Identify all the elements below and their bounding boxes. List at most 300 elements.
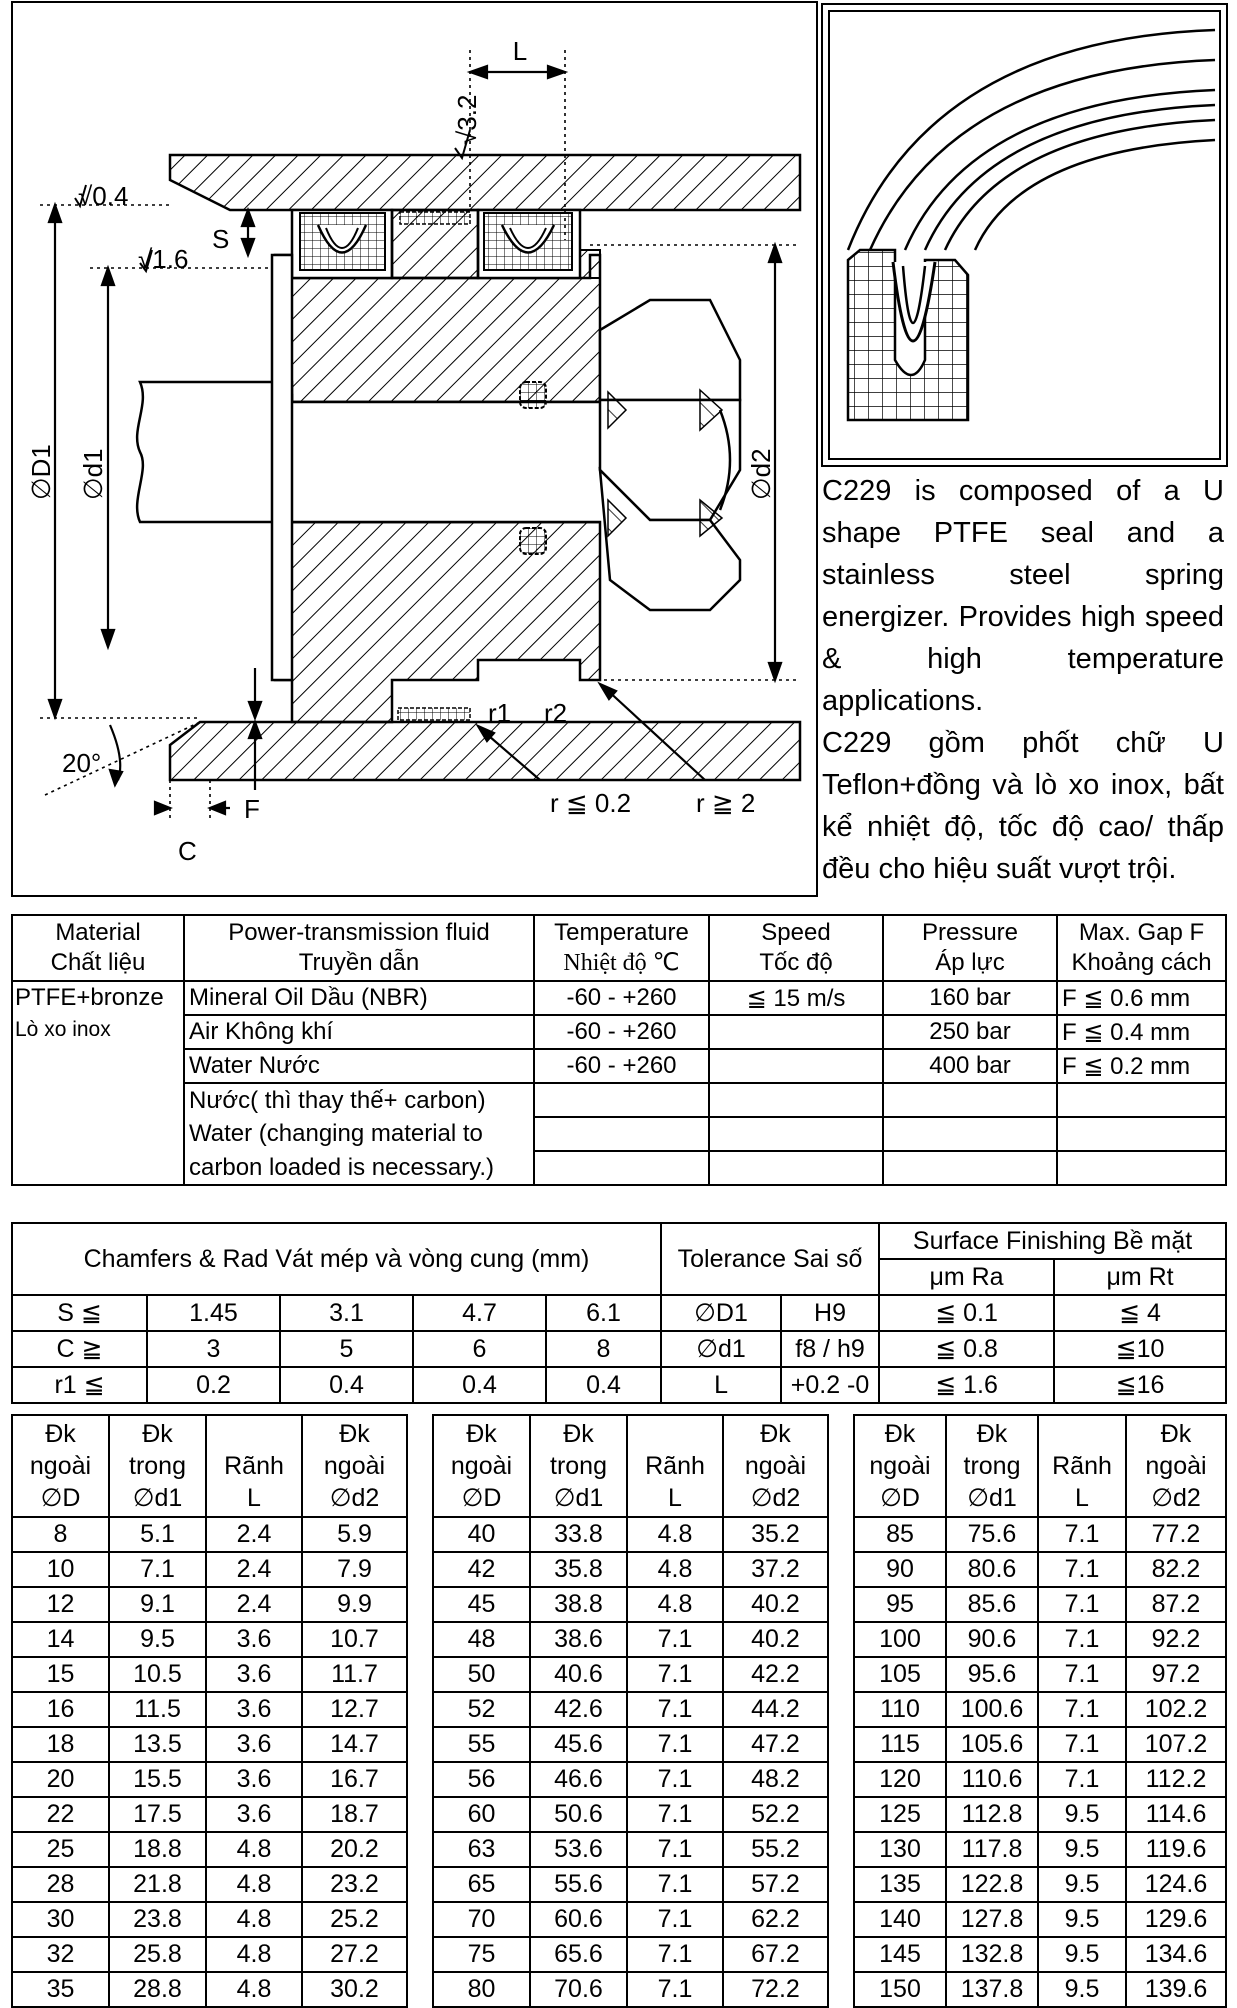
label-r2: r2 <box>544 698 568 728</box>
size-cell: 11.5 <box>109 1692 206 1727</box>
label-r-le: r ≦ 0.2 <box>550 788 632 818</box>
table-row <box>12 1622 407 1657</box>
table-cell: Mineral Oil Dầu (NBR) <box>184 981 534 1015</box>
size-cell: 7.1 <box>1038 1692 1126 1727</box>
size-cell: 92.2 <box>1126 1622 1226 1657</box>
rt-header: μm Rt <box>1054 1259 1226 1295</box>
size-cell: 127.8 <box>946 1902 1038 1937</box>
size-cell: 80.6 <box>946 1552 1038 1587</box>
header-gap: Max. Gap F Khoảng cách <box>1057 915 1226 981</box>
piston-body-lower <box>275 522 600 722</box>
u-seal-right <box>484 213 572 270</box>
size-cell: 33.8 <box>530 1517 627 1552</box>
size-cell: 65.6 <box>530 1937 627 1972</box>
size-cell: 35.2 <box>723 1517 828 1552</box>
size-cell: 40 <box>433 1517 530 1552</box>
table-cell: F ≦ 0.2 mm <box>1057 1049 1226 1083</box>
size-cell: 80 <box>433 1972 530 2007</box>
table-row <box>854 1622 1226 1657</box>
size-cell: 90 <box>854 1552 946 1587</box>
size-cell: 60.6 <box>530 1902 627 1937</box>
size-cell: 10.7 <box>302 1622 407 1657</box>
size-cell: 9.5 <box>1038 1867 1126 1902</box>
size-cell: 30.2 <box>302 1972 407 2007</box>
chamfers-table <box>11 1222 1227 1404</box>
size-cell: 50 <box>433 1657 530 1692</box>
size-cell: 23.2 <box>302 1867 407 1902</box>
size-cell: 21.8 <box>109 1867 206 1902</box>
size-cell: 7.1 <box>627 1902 723 1937</box>
table-cell: r1 ≦ <box>12 1367 147 1403</box>
size-cell: 16.7 <box>302 1762 407 1797</box>
size-cell: 63 <box>433 1832 530 1867</box>
u-seal-left <box>300 213 385 270</box>
table-cell: ≦ 1.6 <box>879 1367 1054 1403</box>
size-cell: 50.6 <box>530 1797 627 1832</box>
table-cell: H9 <box>781 1295 879 1331</box>
size-cell: 119.6 <box>1126 1832 1226 1867</box>
table-row <box>854 1797 1226 1832</box>
size-cell: 7.1 <box>627 1622 723 1657</box>
table-cell: Air Không khí <box>184 1015 534 1049</box>
size-cell: 107.2 <box>1126 1727 1226 1762</box>
table-row <box>12 1937 407 1972</box>
size-header-cell: Đk ngoài ∅d2 <box>302 1415 407 1517</box>
chamfers-title: Chamfers & Rad Vát mép và vòng cung (mm) <box>12 1223 661 1295</box>
size-cell: 45 <box>433 1587 530 1622</box>
size-cell: 72.2 <box>723 1972 828 2007</box>
header-material: Material Chất liệu <box>12 915 184 981</box>
table-cell <box>709 1117 883 1151</box>
size-cell: 7.1 <box>1038 1622 1126 1657</box>
size-cell: 9.5 <box>109 1622 206 1657</box>
size-cell: 46.6 <box>530 1762 627 1797</box>
size-cell: 30 <box>12 1902 109 1937</box>
description-en: C229 is composed of a U shape PTFE seal and a stainless steel spring energizer. Provides high speed & high temperature applications. <box>822 475 1224 717</box>
table-row <box>433 1552 828 1587</box>
size-cell: 87.2 <box>1126 1587 1226 1622</box>
size-cell: 37.2 <box>723 1552 828 1587</box>
size-header-row <box>12 1415 407 1517</box>
size-table-1 <box>11 1414 408 2008</box>
table-cell: 6.1 <box>546 1295 661 1331</box>
table-cell <box>534 1083 709 1117</box>
header-pressure: Pressure Áp lực <box>883 915 1057 981</box>
table-row <box>433 1762 828 1797</box>
table-row <box>12 1762 407 1797</box>
size-cell: 18.7 <box>302 1797 407 1832</box>
size-cell: 11.7 <box>302 1657 407 1692</box>
size-cell: 20 <box>12 1762 109 1797</box>
label-D1: ∅D1 <box>26 444 56 500</box>
table-cell: 0.2 <box>147 1367 280 1403</box>
table-row <box>433 1937 828 1972</box>
size-cell: 134.6 <box>1126 1937 1226 1972</box>
size-cell: 57.2 <box>723 1867 828 1902</box>
table-cell: -60 - +260 <box>534 981 709 1015</box>
table-row <box>12 1657 407 1692</box>
table-cell: 0.4 <box>546 1367 661 1403</box>
size-cell: 15.5 <box>109 1762 206 1797</box>
table-row <box>854 1972 1226 2007</box>
table-cell <box>883 1151 1057 1185</box>
size-cell: 2.4 <box>206 1552 302 1587</box>
size-table-2 <box>432 1414 829 2008</box>
size-cell: 67.2 <box>723 1937 828 1972</box>
label-v04: √0.4 <box>78 181 129 211</box>
table-row <box>12 1972 407 2007</box>
size-cell: 7.1 <box>627 1972 723 2007</box>
size-cell: 7.1 <box>627 1797 723 1832</box>
size-cell: 70 <box>433 1902 530 1937</box>
table-cell: S ≦ <box>12 1295 147 1331</box>
material-cell: PTFE+bronze Lò xo inox <box>12 981 184 1185</box>
label-r1: r1 <box>488 698 512 728</box>
size-header-row <box>433 1415 828 1517</box>
table-row <box>433 1517 828 1552</box>
size-cell: 129.6 <box>1126 1902 1226 1937</box>
size-cell: 4.8 <box>627 1587 723 1622</box>
table-row <box>433 1797 828 1832</box>
size-cell: 95.6 <box>946 1657 1038 1692</box>
table-cell <box>534 1151 709 1185</box>
size-cell: 105 <box>854 1657 946 1692</box>
description-vi: C229 gồm phốt chữ U Teflon+đồng và lò xo inox, bất kể nhiệt độ, tốc độ cao/ thấp đều cho hiệu suất vượt trội. <box>822 727 1224 885</box>
size-cell: 2.4 <box>206 1587 302 1622</box>
size-cell: 82.2 <box>1126 1552 1226 1587</box>
size-cell: 55.6 <box>530 1867 627 1902</box>
size-cell: 110 <box>854 1692 946 1727</box>
size-cell: 9.5 <box>1038 1972 1126 2007</box>
table-row <box>12 1587 407 1622</box>
label-d1: ∅d1 <box>78 448 108 500</box>
size-cell: 18.8 <box>109 1832 206 1867</box>
size-cell: 7.1 <box>627 1937 723 1972</box>
size-header-cell: Rãnh L <box>1038 1415 1126 1517</box>
spec-row <box>12 1015 1226 1049</box>
table-cell: F ≦ 0.6 mm <box>1057 981 1226 1015</box>
table-cell: 3 <box>147 1331 280 1367</box>
table-cell <box>883 1083 1057 1117</box>
size-cell: 9.5 <box>1038 1832 1126 1867</box>
size-cell: 100.6 <box>946 1692 1038 1727</box>
table-row <box>12 1832 407 1867</box>
table-cell: 160 bar <box>883 981 1057 1015</box>
table-cell <box>534 1117 709 1151</box>
table-row <box>12 1867 407 1902</box>
table-row <box>854 1902 1226 1937</box>
size-cell: 38.6 <box>530 1622 627 1657</box>
size-cell: 124.6 <box>1126 1867 1226 1902</box>
table-row <box>433 1832 828 1867</box>
size-cell: 60 <box>433 1797 530 1832</box>
size-cell: 53.6 <box>530 1832 627 1867</box>
label-F: F <box>244 794 260 824</box>
size-header-cell: Đk ngoài ∅D <box>433 1415 530 1517</box>
size-cell: 27.2 <box>302 1937 407 1972</box>
table-cell <box>1057 1151 1226 1185</box>
chamfers-header-row <box>12 1223 1226 1259</box>
size-cell: 22 <box>12 1797 109 1832</box>
size-table-3 <box>853 1414 1227 2008</box>
size-cell: 47.2 <box>723 1727 828 1762</box>
size-cell: 42.6 <box>530 1692 627 1727</box>
size-cell: 4.8 <box>206 1972 302 2007</box>
size-cell: 10.5 <box>109 1657 206 1692</box>
table-row <box>12 1692 407 1727</box>
size-header-cell: Rãnh L <box>627 1415 723 1517</box>
size-header-cell: Đk ngoài ∅d2 <box>1126 1415 1226 1517</box>
table-cell: ≦ 15 m/s <box>709 981 883 1015</box>
size-cell: 56 <box>433 1762 530 1797</box>
table-cell: 8 <box>546 1331 661 1367</box>
table-cell: 400 bar <box>883 1049 1057 1083</box>
table-row <box>854 1867 1226 1902</box>
table-row <box>12 1552 407 1587</box>
table-row <box>854 1587 1226 1622</box>
size-cell: 100 <box>854 1622 946 1657</box>
table-cell: 0.4 <box>280 1367 413 1403</box>
size-cell: 15 <box>12 1657 109 1692</box>
table-cell: 4.7 <box>413 1295 546 1331</box>
size-cell: 7.1 <box>109 1552 206 1587</box>
size-cell: 9.5 <box>1038 1902 1126 1937</box>
table-cell <box>883 1117 1057 1151</box>
spec-row <box>12 1083 1226 1117</box>
size-cell: 18 <box>12 1727 109 1762</box>
size-cell: 25.2 <box>302 1902 407 1937</box>
table-cell <box>709 1151 883 1185</box>
size-cell: 52 <box>433 1692 530 1727</box>
table-row <box>854 1832 1226 1867</box>
size-cell: 4.8 <box>206 1867 302 1902</box>
size-cell: 13.5 <box>109 1727 206 1762</box>
size-cell: 7.1 <box>1038 1517 1126 1552</box>
size-cell: 7.1 <box>1038 1657 1126 1692</box>
size-cell: 17.5 <box>109 1797 206 1832</box>
size-cell: 7.1 <box>627 1692 723 1727</box>
nut <box>600 300 740 610</box>
table-cell: ∅d1 <box>661 1331 781 1367</box>
size-cell: 150 <box>854 1972 946 2007</box>
size-cell: 75.6 <box>946 1517 1038 1552</box>
size-cell: 139.6 <box>1126 1972 1226 2007</box>
size-header-cell: Đk trong ∅d1 <box>109 1415 206 1517</box>
table-cell: 1.45 <box>147 1295 280 1331</box>
table-row <box>433 1727 828 1762</box>
table-cell: -60 - +260 <box>534 1015 709 1049</box>
size-cell: 132.8 <box>946 1937 1038 1972</box>
header-speed: Speed Tốc độ <box>709 915 883 981</box>
header-fluid: Power-transmission fluid Truyền dẫn <box>184 915 534 981</box>
size-cell: 7.1 <box>1038 1587 1126 1622</box>
table-cell <box>1057 1083 1226 1117</box>
size-cell: 7.1 <box>627 1762 723 1797</box>
size-cell: 7.9 <box>302 1552 407 1587</box>
size-cell: 77.2 <box>1126 1517 1226 1552</box>
spec-header-row <box>12 915 1226 981</box>
size-header-row <box>854 1415 1226 1517</box>
size-cell: 9.5 <box>1038 1937 1126 1972</box>
size-cell: 112.2 <box>1126 1762 1226 1797</box>
table-cell: ≦ 0.8 <box>879 1331 1054 1367</box>
table-row <box>12 1727 407 1762</box>
size-cell: 7.1 <box>1038 1727 1126 1762</box>
table-row <box>854 1727 1226 1762</box>
size-cell: 40.6 <box>530 1657 627 1692</box>
table-cell: Water Nước <box>184 1049 534 1083</box>
size-cell: 40.2 <box>723 1587 828 1622</box>
chamfers-row <box>12 1295 1226 1331</box>
chamfers-row <box>12 1331 1226 1367</box>
size-cell: 62.2 <box>723 1902 828 1937</box>
size-cell: 3.6 <box>206 1727 302 1762</box>
size-cell: 38.8 <box>530 1587 627 1622</box>
table-row <box>12 1902 407 1937</box>
size-cell: 102.2 <box>1126 1692 1226 1727</box>
size-cell: 3.6 <box>206 1657 302 1692</box>
housing-top <box>170 155 800 210</box>
size-cell: 3.6 <box>206 1797 302 1832</box>
size-cell: 122.8 <box>946 1867 1038 1902</box>
size-cell: 44.2 <box>723 1692 828 1727</box>
size-header-cell: Đk trong ∅d1 <box>530 1415 627 1517</box>
size-cell: 4.8 <box>627 1552 723 1587</box>
table-row <box>12 1797 407 1832</box>
table-row <box>854 1762 1226 1797</box>
size-header-cell: Đk ngoài ∅d2 <box>723 1415 828 1517</box>
size-cell: 110.6 <box>946 1762 1038 1797</box>
size-cell: 4.8 <box>627 1517 723 1552</box>
label-C: C <box>178 836 197 866</box>
size-cell: 95 <box>854 1587 946 1622</box>
size-cell: 4.8 <box>206 1832 302 1867</box>
table-cell: 5 <box>280 1331 413 1367</box>
table-cell: 250 bar <box>883 1015 1057 1049</box>
table-row <box>433 1587 828 1622</box>
o-ring-lower <box>520 528 546 554</box>
size-cell: 105.6 <box>946 1727 1038 1762</box>
table-row <box>12 1517 407 1552</box>
size-cell: 3.6 <box>206 1762 302 1797</box>
size-cell: 2.4 <box>206 1517 302 1552</box>
table-cell: ≦16 <box>1054 1367 1226 1403</box>
size-cell: 137.8 <box>946 1972 1038 2007</box>
table-cell: C ≧ <box>12 1331 147 1367</box>
table-cell <box>709 1083 883 1117</box>
size-cell: 28.8 <box>109 1972 206 2007</box>
size-cell: 5.1 <box>109 1517 206 1552</box>
table-row <box>854 1692 1226 1727</box>
table-cell: 3.1 <box>280 1295 413 1331</box>
size-cell: 7.1 <box>627 1727 723 1762</box>
seal-profile-detail <box>848 30 1215 420</box>
size-cell: 7.1 <box>1038 1552 1126 1587</box>
spec-row <box>12 1049 1226 1083</box>
table-cell: F ≦ 0.4 mm <box>1057 1015 1226 1049</box>
table-row <box>433 1657 828 1692</box>
tolerance-title: Tolerance Sai số <box>661 1223 879 1295</box>
size-cell: 14.7 <box>302 1727 407 1762</box>
product-description <box>822 470 1224 890</box>
size-cell: 12 <box>12 1587 109 1622</box>
size-cell: 45.6 <box>530 1727 627 1762</box>
size-header-cell: Đk ngoài ∅D <box>854 1415 946 1517</box>
table-row <box>854 1657 1226 1692</box>
size-cell: 20.2 <box>302 1832 407 1867</box>
table-cell <box>709 1049 883 1083</box>
chamfers-row <box>12 1367 1226 1403</box>
label-v32: √3.2 <box>452 94 482 145</box>
size-cell: 12.7 <box>302 1692 407 1727</box>
size-header-cell: Đk trong ∅d1 <box>946 1415 1038 1517</box>
size-cell: 14 <box>12 1622 109 1657</box>
size-cell: 85 <box>854 1517 946 1552</box>
table-cell <box>709 1015 883 1049</box>
size-cell: 16 <box>12 1692 109 1727</box>
size-cell: 140 <box>854 1902 946 1937</box>
size-cell: 42 <box>433 1552 530 1587</box>
size-cell: 75 <box>433 1937 530 1972</box>
size-cell: 32 <box>12 1937 109 1972</box>
table-cell: ≦ 4 <box>1054 1295 1226 1331</box>
size-cell: 55 <box>433 1727 530 1762</box>
table-cell: Nước( thì thay thế+ carbon) <box>184 1083 534 1117</box>
size-cell: 70.6 <box>530 1972 627 2007</box>
ra-header: μm Ra <box>879 1259 1054 1295</box>
size-cell: 35 <box>12 1972 109 2007</box>
table-cell: ≦ 0.1 <box>879 1295 1054 1331</box>
size-cell: 55.2 <box>723 1832 828 1867</box>
size-cell: 28 <box>12 1867 109 1902</box>
table-row <box>433 1972 828 2007</box>
table-row <box>433 1867 828 1902</box>
label-d2: ∅d2 <box>746 448 776 500</box>
size-cell: 25 <box>12 1832 109 1867</box>
size-cell: 7.1 <box>1038 1762 1126 1797</box>
size-cell: 9.1 <box>109 1587 206 1622</box>
size-cell: 48.2 <box>723 1762 828 1797</box>
size-header-cell: Đk ngoài ∅D <box>12 1415 109 1517</box>
size-cell: 42.2 <box>723 1657 828 1692</box>
size-header-cell: Rãnh L <box>206 1415 302 1517</box>
size-cell: 10 <box>12 1552 109 1587</box>
rod <box>137 382 292 522</box>
size-cell: 4.8 <box>206 1937 302 1972</box>
table-cell: carbon loaded is necessary.) <box>184 1151 534 1185</box>
size-cell: 4.8 <box>206 1902 302 1937</box>
size-cell: 7.1 <box>627 1832 723 1867</box>
size-cell: 40.2 <box>723 1622 828 1657</box>
o-ring-upper <box>520 382 546 408</box>
size-cell: 145 <box>854 1937 946 1972</box>
table-cell: 0.4 <box>413 1367 546 1403</box>
spec-table <box>11 914 1227 1186</box>
surface-title: Surface Finishing Bề mặt <box>879 1223 1226 1259</box>
label-r-ge: r ≧ 2 <box>696 788 756 818</box>
size-cell: 114.6 <box>1126 1797 1226 1832</box>
table-cell: L <box>661 1367 781 1403</box>
spec-row <box>12 1117 1226 1151</box>
table-row <box>854 1517 1226 1552</box>
size-cell: 52.2 <box>723 1797 828 1832</box>
size-cell: 7.1 <box>627 1867 723 1902</box>
table-cell: ≦10 <box>1054 1331 1226 1367</box>
table-cell: Water (changing material to <box>184 1117 534 1151</box>
size-cell: 5.9 <box>302 1517 407 1552</box>
size-cell: 117.8 <box>946 1832 1038 1867</box>
label-S: S <box>212 224 230 254</box>
